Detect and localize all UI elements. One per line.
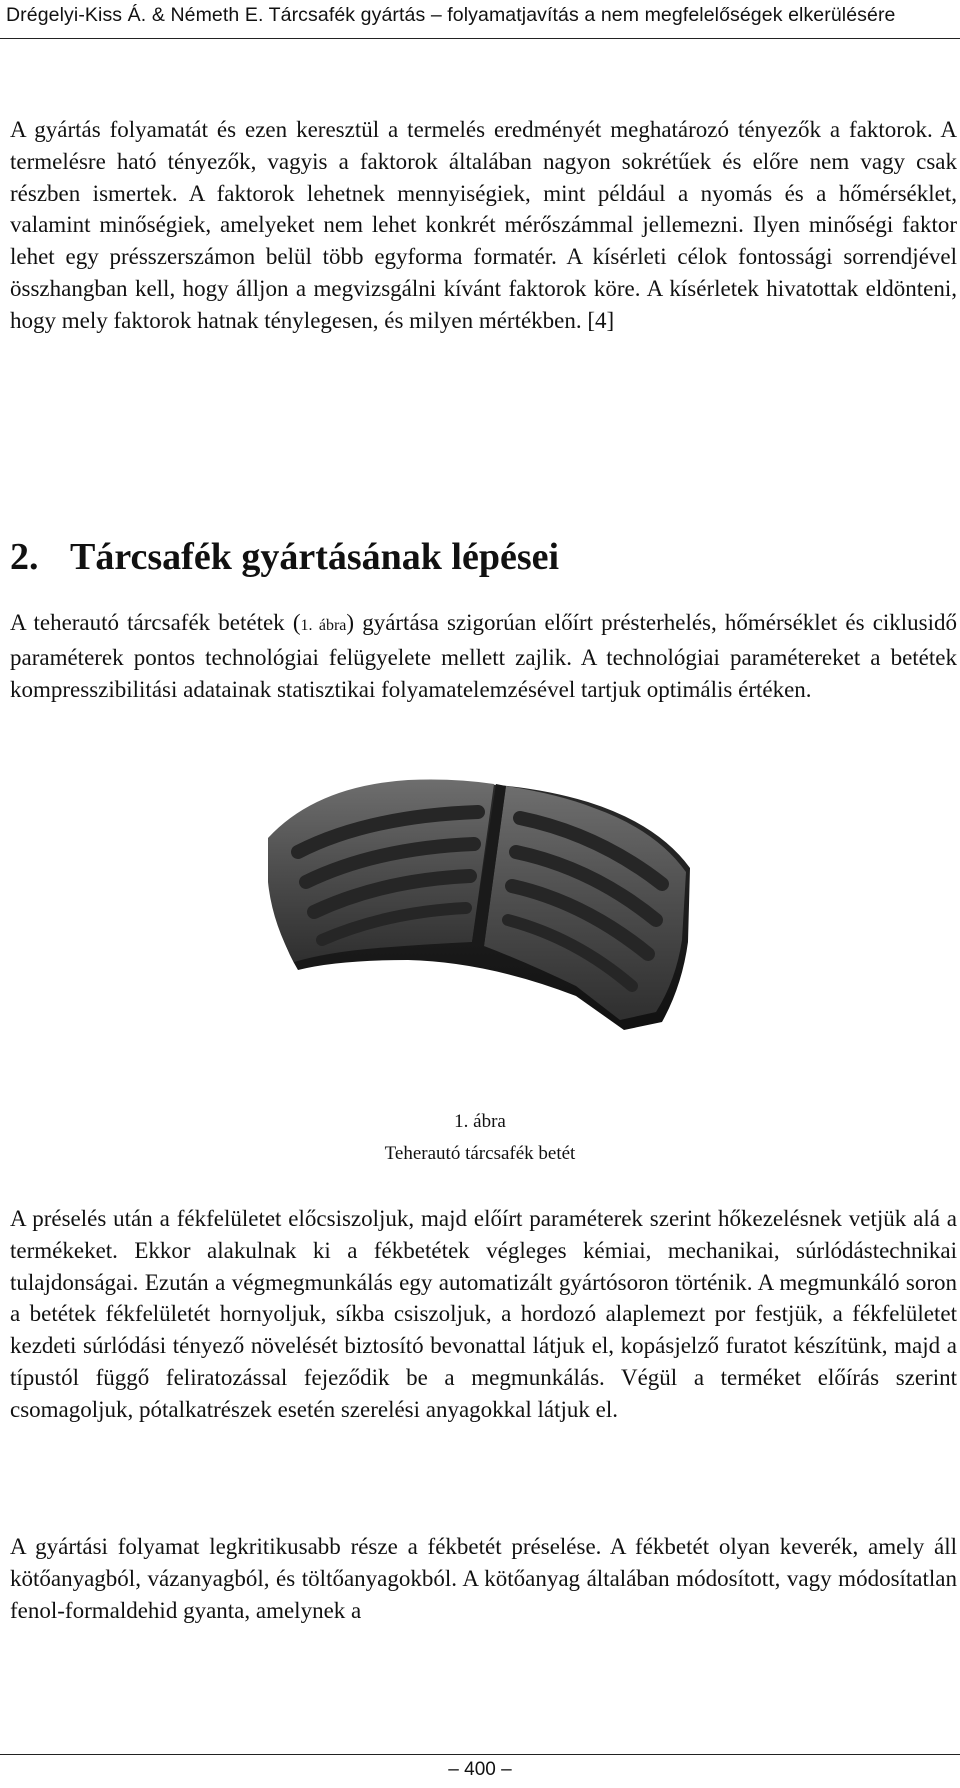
- brake-pad-figure: [258, 772, 703, 1037]
- paragraph-4: A gyártási folyamat legkritikusabb része a fékbetét préselése. A fékbetét olyan keverék, amely áll kötőanyagból, vázanyagból, és töltőanyagokból. A kötőanyag általában módosított, vagy módosítatlan fenol-formaldehid gyanta, amelynek a: [10, 1534, 957, 1623]
- section-title: Tárcsafék gyártásának lépései: [70, 536, 560, 578]
- section-paragraph: [10, 607, 957, 705]
- brake-pad-photo: [258, 772, 703, 1037]
- running-header: [0, 0, 960, 39]
- section-paragraph-start: A teherautó tárcsafék betétek (: [10, 610, 301, 635]
- section-number: 2.: [10, 536, 39, 578]
- section-paragraph-rest: ) gyártása szigorúan előírt présterhelés, hőmérséklet és ciklusidő paraméterek pontos technológiai felügyelete mellett zajlik. A technológiai paramétereket a betétek kompresszibilitási adatainak statisztikai folyamatelemzésével tartjuk optimális értéken.: [10, 610, 958, 702]
- footer-divider: [0, 1754, 960, 1755]
- paragraph-3: A préselés után a fékfelületet előcsiszoljuk, majd előírt paraméterek szerint hőkezelésnek vetjük alá a termékeket. Ekkor alakulnak ki a fékbetétek végleges kémiai, mechanikai, súrlódástechnikai tulajdonságai. Ezután a végmegmunkálás egy automatizált gyártósoron történik. A megmunkáló soron a betétek fékfelületét hornyoljuk, síkba csiszoljuk, a hordozó alaplemezt por festjük, a fékfelületet kezdeti súrlódási tényező növelését biztosító bevonattal látjuk el, kopásjelző furatot készítünk, majd a típustól függő feliratozással fejeződik be a megmunkálás. Végül a terméket előírás szerint csomagoljuk, pótalkatrészek esetén szerelési anyagokkal látjuk el.: [10, 1206, 957, 1422]
- figure-reference-number: 1.: [300, 617, 313, 634]
- figure-label: 1. ábra: [454, 1111, 506, 1132]
- figure-reference-word: ábra: [312, 617, 347, 634]
- intro-paragraph: A gyártás folyamatát és ezen keresztül a termelés eredményét meghatározó tényezők a faktorok. A termelésre ható tényezők, vagyis a faktorok általában nagyon sokrétűek és előre nem vagy csak részben ismertek. A faktorok lehetnek mennyiségiek, mint például a nyomás és a hőmérséklet, valamint minőségiek, amelyeket nem lehet konkrét mérőszámmal jellemezni. Ilyen minőségi faktor lehet egy présszerszámon belül több egyforma formatér. A kísérleti célok fontossági sorrendjével összhangban kell, hogy álljon a megvizsgálni kívánt faktorok köre. A kísérletek hivatottak eldönteni, hogy mely faktorok hatnak ténylegesen, és milyen mértékben. [4]: [10, 117, 957, 333]
- section-heading: [10, 535, 559, 579]
- running-header-title: Drégelyi-Kiss Á. & Németh E. Tárcsafék gyártás – folyamatjavítás a nem megfelelőségek elkerülésére: [6, 4, 896, 26]
- figure-caption: Teherautó tárcsafék betét: [384, 1143, 576, 1164]
- page-number: – 400 –: [448, 1759, 512, 1780]
